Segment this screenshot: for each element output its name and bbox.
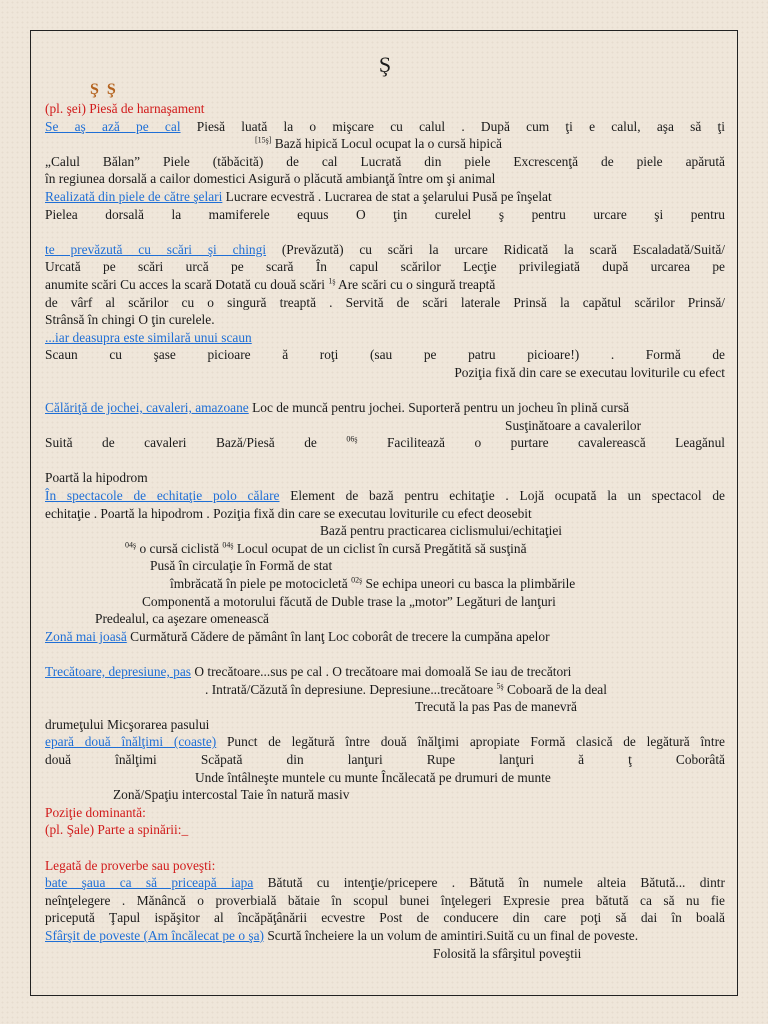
definition-text: Locul ocupat de un ciclist în cursă Pregătită să susţină	[233, 540, 527, 556]
definition-text: Susţinătoare a cavalerilor	[505, 417, 642, 433]
text-line	[45, 487, 725, 505]
text-line	[45, 593, 725, 611]
text-line	[45, 698, 725, 716]
definition-link[interactable]: Trecătoare, depresiune, pas	[45, 664, 192, 679]
definition-text: echitaţie . Poartă la hipodrom . Poziţia fixă din care se executau loviturile cu efect deosebit	[45, 505, 532, 521]
definition-text: Bază pentru practicarea ciclismului/echitaţiei	[320, 523, 563, 539]
text-line	[45, 892, 725, 910]
text-line	[45, 804, 725, 822]
reference-mark: 06ş	[346, 434, 358, 444]
section-heading: (pl. Şale) Parte a spinării:_	[45, 822, 189, 838]
text-line	[45, 346, 725, 364]
definitions-body	[45, 100, 725, 962]
definition-link[interactable]: ...iar deasupra este similară unui scaun	[45, 329, 252, 345]
definition-text: O trecătoare...sus pe cal . O trecătoare mai domoală Se iau de trecători	[191, 664, 572, 679]
definition-link[interactable]: Sfârşit de poveste (Am încălecat pe o şa)	[45, 927, 265, 943]
definition-link[interactable]: te prevăzută cu scări şi chingi	[45, 241, 267, 257]
definition-text: Are scări cu o singură treaptă	[335, 276, 496, 292]
definition-link[interactable]: Zonă mai joasă	[45, 628, 127, 644]
blank-line	[45, 382, 725, 400]
definition-text: Unde întâlneşte muntele cu munte Încălecată pe drumuri de munte	[195, 769, 551, 785]
definition-text: Predealul, ca aşezare omenească	[95, 611, 269, 627]
text-line	[45, 311, 725, 329]
definition-text: Poartă la hipodrom	[45, 470, 148, 486]
text-line	[45, 276, 725, 294]
text-line	[45, 733, 725, 751]
definition-text: „Calul Bălan” Piele (tăbăcită) de cal Lucrată din piele Excrescenţă de piele apărută	[45, 153, 725, 169]
definition-text: . Intrată/Căzută în depresiune. Depresiune...trecătoare	[205, 681, 497, 697]
text-line	[45, 399, 725, 417]
definition-text: Trecută la pas Pas de manevră	[415, 699, 578, 715]
blank-line	[45, 645, 725, 663]
definition-link[interactable]: bate şaua ca să priceapă iapa	[45, 875, 254, 891]
reference-mark: 5ş	[496, 681, 504, 691]
definition-text: neînţelegere . Mănâncă o proverbială bătaie în scopul bunei înţelegeri Expresie prea bătută ca să nu fie	[45, 892, 725, 908]
text-line	[45, 540, 725, 558]
text-line	[45, 874, 725, 892]
definition-text: îmbrăcată în piele pe motocicletă	[170, 576, 352, 592]
text-line	[45, 170, 725, 188]
definition-text: Lucrare ecvestră . Lucrarea de stat a şelarului Pusă pe înşelat	[222, 188, 552, 204]
definition-link[interactable]: epară două înălţimi (coaste)	[45, 734, 217, 750]
text-line	[45, 945, 725, 963]
definition-text: Zonă/Spaţiu intercostal Taie în natură masiv	[113, 787, 350, 803]
text-line	[45, 469, 725, 487]
reference-mark: 04ş	[222, 540, 234, 550]
definition-text: două înălţimi Scăpată din lanţuri Rupe lanţuri ă ţ Coborâtă	[45, 751, 725, 767]
definition-text: (Prevăzută) cu scări la urcare Ridicată la scară Escaladată/Suită/	[266, 241, 725, 257]
definition-text: Punct de legătură între două înălţimi apropiate Formă clasică de legătură între	[216, 734, 725, 750]
text-line	[45, 434, 725, 452]
text-line	[45, 786, 725, 804]
definition-text: Piesă luată la o mişcare cu calul . După cum ţi e calul, aşa să ţi	[180, 118, 725, 134]
blank-line	[45, 839, 725, 857]
definition-text: Scaun cu şase picioare ă roţi (sau pe patru picioare!) . Formă de	[45, 347, 725, 363]
text-line	[45, 557, 725, 575]
definition-text: de vârf al scărilor cu o singură treaptă . Servită de scări laterale Prinsă la capătul scărilor Prinsă/	[45, 294, 725, 310]
section-heading: (pl. şei) Piesă de harnaşament	[45, 101, 205, 116]
text-line	[45, 751, 725, 769]
definition-text: anumite scări Cu acces la scară Dotată cu două scări	[45, 276, 329, 292]
text-line	[45, 909, 725, 927]
text-line	[45, 100, 725, 118]
text-line	[45, 716, 725, 734]
definition-text: pricepută Ţapul ispăşitor al încăpăţânării ecvestre Post de conducere din care poţi să dai în boală	[45, 910, 725, 926]
page-title: Ş	[378, 52, 392, 77]
reference-mark: [15ş]	[255, 135, 272, 145]
reference-mark: 04ş	[125, 540, 137, 550]
section-heading: Legată de proverbe sau poveşti:	[45, 857, 216, 873]
definition-text: în regiunea dorsală a cailor domestici Asigură o plăcută ambianţă între om şi animal	[45, 171, 496, 187]
definition-link[interactable]: Se aş ază pe cal	[45, 118, 181, 134]
definition-text: Urcată pe scări urcă pe scară În capul scărilor Lecţie privilegiată după urcarea pe	[45, 259, 725, 275]
page-subtitle: Ş Ş	[90, 81, 118, 98]
reference-mark: 1ş	[328, 276, 336, 286]
definition-text: Element de bază pentru echitaţie . Lojă ocupată la un spectacol de	[279, 488, 725, 504]
text-line	[45, 628, 725, 646]
blank-line	[45, 223, 725, 241]
text-line	[45, 505, 725, 523]
text-line	[45, 153, 725, 171]
definition-text: drumeţului Micşorarea pasului	[45, 716, 210, 732]
text-line	[45, 663, 725, 681]
definition-text: Se echipa uneori cu basca la plimbările	[362, 576, 576, 592]
definition-text: Strânsă în chingi O ţin curelele.	[45, 312, 215, 328]
text-line	[45, 118, 725, 136]
definition-text: Poziţia fixă din care se executau loviturile cu efect	[454, 364, 725, 380]
definition-text: Pusă în circulaţie în Formă de stat	[150, 558, 333, 574]
definition-text: Folosită la sfârşitul poveştii	[433, 945, 582, 961]
section-heading: Poziţie dominantă:	[45, 804, 146, 820]
reference-mark: 02ş	[351, 575, 363, 585]
definition-text: Scurtă încheiere la un volum de amintiri.Suită cu un final de poveste.	[264, 927, 639, 943]
text-line	[45, 575, 725, 593]
text-line	[45, 927, 725, 945]
definition-text: Facilitează o purtare cavalerească Leagănul	[357, 435, 725, 451]
definition-link[interactable]: Realizată din piele de către şelari	[45, 188, 223, 204]
definition-text: Coboară de la deal	[503, 681, 607, 697]
definition-text: o cursă ciclistă	[136, 540, 223, 556]
definition-text: Bătută cu intenţie/pricepere . Bătută în numele alteia Bătută... dintr	[253, 875, 725, 891]
text-line	[45, 135, 725, 153]
definition-text: Pielea dorsală la mamiferele equus O ţin curelel ş pentru urcare şi pentru	[45, 206, 725, 222]
text-line	[45, 241, 725, 259]
text-line	[45, 188, 725, 206]
crossword-definitions	[45, 50, 725, 962]
text-line	[45, 681, 725, 699]
definition-link[interactable]: Călăriţă de jochei, cavaleri, amazoane	[45, 400, 249, 416]
text-line	[45, 258, 725, 276]
text-line	[45, 857, 725, 875]
definition-text: Componentă a motorului făcută de Duble trase la „motor” Legături de lanţuri	[142, 593, 556, 609]
text-line	[45, 769, 725, 787]
text-line	[45, 821, 725, 839]
definition-text: Bază hipică Locul ocupat la o cursă hipică	[271, 136, 502, 152]
text-line	[45, 522, 725, 540]
text-line	[45, 294, 725, 312]
blank-line	[45, 452, 725, 470]
definition-text: Curmătură Cădere de pământ în lanţ Loc coborât de trecere la cumpăna apelor	[126, 628, 550, 644]
definition-link[interactable]: În spectacole de echitaţie polo călare	[45, 488, 280, 504]
text-line	[45, 364, 725, 382]
definition-text: Suită de cavaleri Bază/Piesă de	[45, 435, 347, 451]
text-line	[45, 206, 725, 224]
definition-text: Loc de muncă pentru jochei. Suporteră pentru un jocheu în plină cursă	[248, 400, 630, 416]
text-line	[45, 417, 725, 435]
text-line	[45, 329, 725, 347]
text-line	[45, 610, 725, 628]
